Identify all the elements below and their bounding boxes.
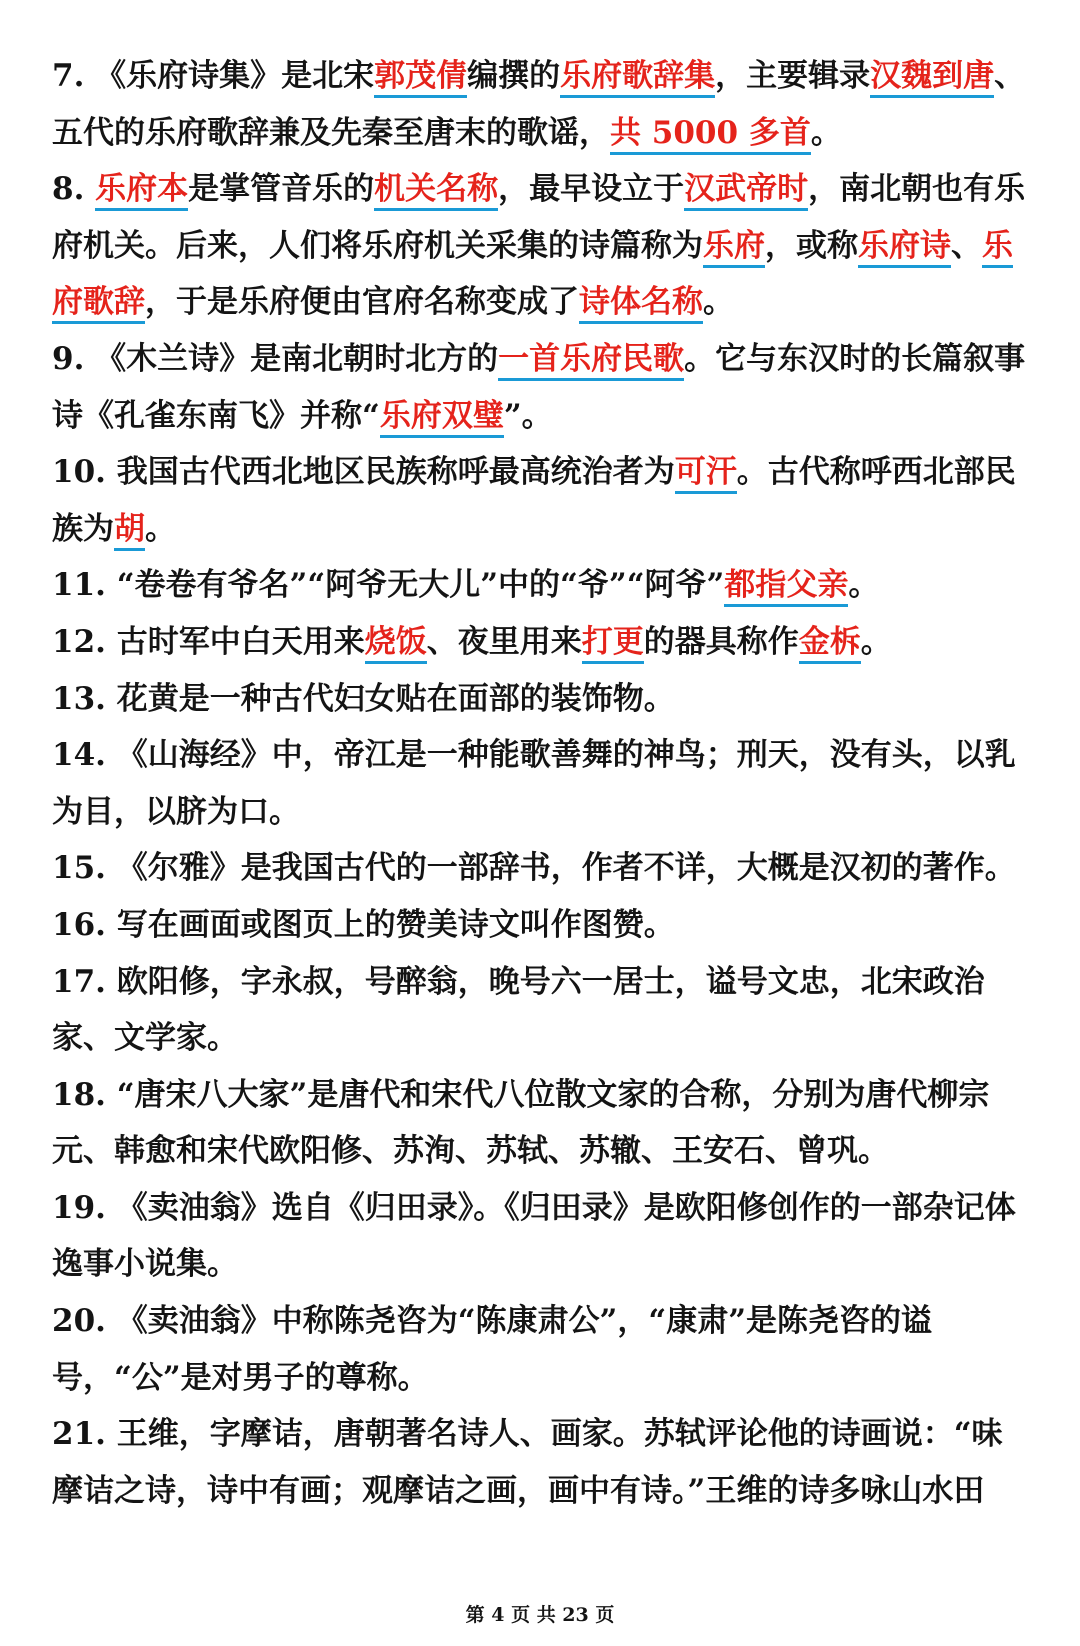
text-segment: 。古代称呼西北部民族为 (52, 454, 1016, 547)
text-segment: 20. 《卖油翁》中称陈尧咨为“陈康肃公”，“康肃”是陈尧咨的谥号，“公”是对男子的尊称。 (52, 1303, 933, 1396)
text-segment: 14. 《山海经》中，帝江是一种能歌善舞的神鸟；刑天，没有头，以乳为目，以脐为口。 (52, 737, 1016, 830)
highlighted-term: 共 5000 多首 (610, 115, 811, 155)
notes-list (52, 48, 1032, 1519)
list-item (52, 48, 1032, 161)
text-segment: 8. (52, 171, 96, 208)
list-item (52, 897, 1032, 954)
text-segment: 。 (810, 114, 842, 151)
text-segment: ，南北朝也有乐府机关。后来，人们将乐府机关采集的诗篇称为 (52, 171, 1026, 264)
text-segment: 10. 我国古代西北地区民族称呼最高统治者为 (52, 454, 675, 491)
highlighted-term: 金柝 (799, 624, 861, 664)
highlighted-term: 一首乐府民歌 (498, 341, 684, 381)
text-segment: 9. 《木兰诗》是南北朝时北方的 (52, 340, 499, 377)
highlighted-term: 都指父亲 (724, 567, 848, 607)
text-segment: 、夜里用来 (426, 623, 582, 660)
text-segment: ，最早设立于 (498, 171, 685, 208)
highlighted-term: 乐府双璧 (380, 398, 504, 438)
highlighted-term: 乐府诗 (858, 228, 951, 268)
list-item (52, 614, 1032, 671)
text-segment: 、五代的乐府歌辞兼及先秦至唐末的歌谣， (52, 58, 1026, 151)
page-footer: 第 4 页 共 23 页 (465, 1604, 615, 1626)
list-item (52, 671, 1032, 728)
list-item (52, 1067, 1032, 1180)
text-segment: 。 (848, 567, 880, 604)
text-segment: 。 (703, 284, 734, 321)
text-segment: ”。 (503, 397, 553, 434)
list-item (52, 1293, 1032, 1406)
text-segment: 19. 《卖油翁》选自《归田录》。《归田录》是欧阳修创作的一部杂记体逸事小说集。 (52, 1189, 1016, 1283)
text-segment: ，于是乐府便由官府名称变成了 (145, 284, 579, 321)
list-item (52, 954, 1032, 1067)
text-segment: ，或称 (765, 227, 858, 264)
highlighted-term: 机关名称 (374, 171, 498, 211)
text-segment: 7. 《乐府诗集》是北宋 (52, 58, 375, 94)
text-segment: 16. 写在画面或图页上的赞美诗文叫作图赞。 (52, 906, 675, 943)
highlighted-term: 汉武帝时 (684, 171, 808, 211)
highlighted-term: 烧饭 (365, 624, 427, 664)
text-segment: 15. 《尔雅》是我国古代的一部辞书，作者不详，大概是汉初的著作。 (52, 850, 1016, 887)
highlighted-term: 乐府本 (95, 171, 188, 211)
text-segment: 。 (860, 623, 892, 660)
text-segment: 的器具称作 (643, 623, 799, 660)
list-item (52, 840, 1032, 897)
text-segment: 编撰的 (467, 58, 561, 94)
highlighted-term: 乐府 (703, 228, 765, 268)
text-segment: 11. “卷卷有爷名”“阿爷无大儿”中的“爷”“阿爷” (52, 567, 725, 604)
list-item (52, 557, 1032, 614)
list-item (52, 1180, 1032, 1293)
highlighted-term: 诗体名称 (579, 284, 703, 324)
text-segment: 、 (951, 227, 982, 264)
text-segment: 。它与东汉时的长篇叙事诗《孔雀东南飞》并称“ (52, 340, 1026, 434)
text-segment: ，主要辑录 (715, 58, 871, 94)
text-segment: 12. 古时军中白天用来 (52, 623, 365, 660)
highlighted-term: 打更 (582, 624, 644, 664)
list-item (52, 727, 1032, 840)
text-segment: 是掌管音乐的 (188, 171, 375, 208)
highlighted-term: 可汗 (675, 454, 737, 494)
list-item (52, 331, 1032, 444)
text-segment: 17. 欧阳修，字永叔，号醉翁，晚号六一居士，谥号文忠，北宋政治家、文学家。 (52, 963, 985, 1057)
highlighted-term: 乐府歌辞 (52, 228, 1013, 325)
text-segment: 。 (145, 510, 176, 547)
highlighted-term: 郭茂倩 (374, 58, 467, 98)
text-segment: 18. “唐宋八大家”是唐代和宋代八位散文家的合称，分别为唐代柳宗元、韩愈和宋代欧阳修、苏洵、苏轼、苏辙、王安石、曾巩。 (52, 1076, 990, 1170)
list-item (52, 161, 1032, 331)
highlighted-term: 汉魏到唐 (870, 58, 994, 98)
highlighted-term: 乐府歌辞集 (560, 58, 715, 98)
text-segment: 13. 花黄是一种古代妇女贴在面部的装饰物。 (52, 680, 675, 717)
text-segment: 21. 王维，字摩诘，唐朝著名诗人、画家。苏轼评论他的诗画说：“味摩诘之诗，诗中有画；观摩诘之画，画中有诗。”王维的诗多咏山水田 (52, 1416, 1003, 1509)
list-item (52, 1406, 1032, 1519)
highlighted-term: 胡 (114, 511, 145, 551)
list-item (52, 444, 1032, 557)
